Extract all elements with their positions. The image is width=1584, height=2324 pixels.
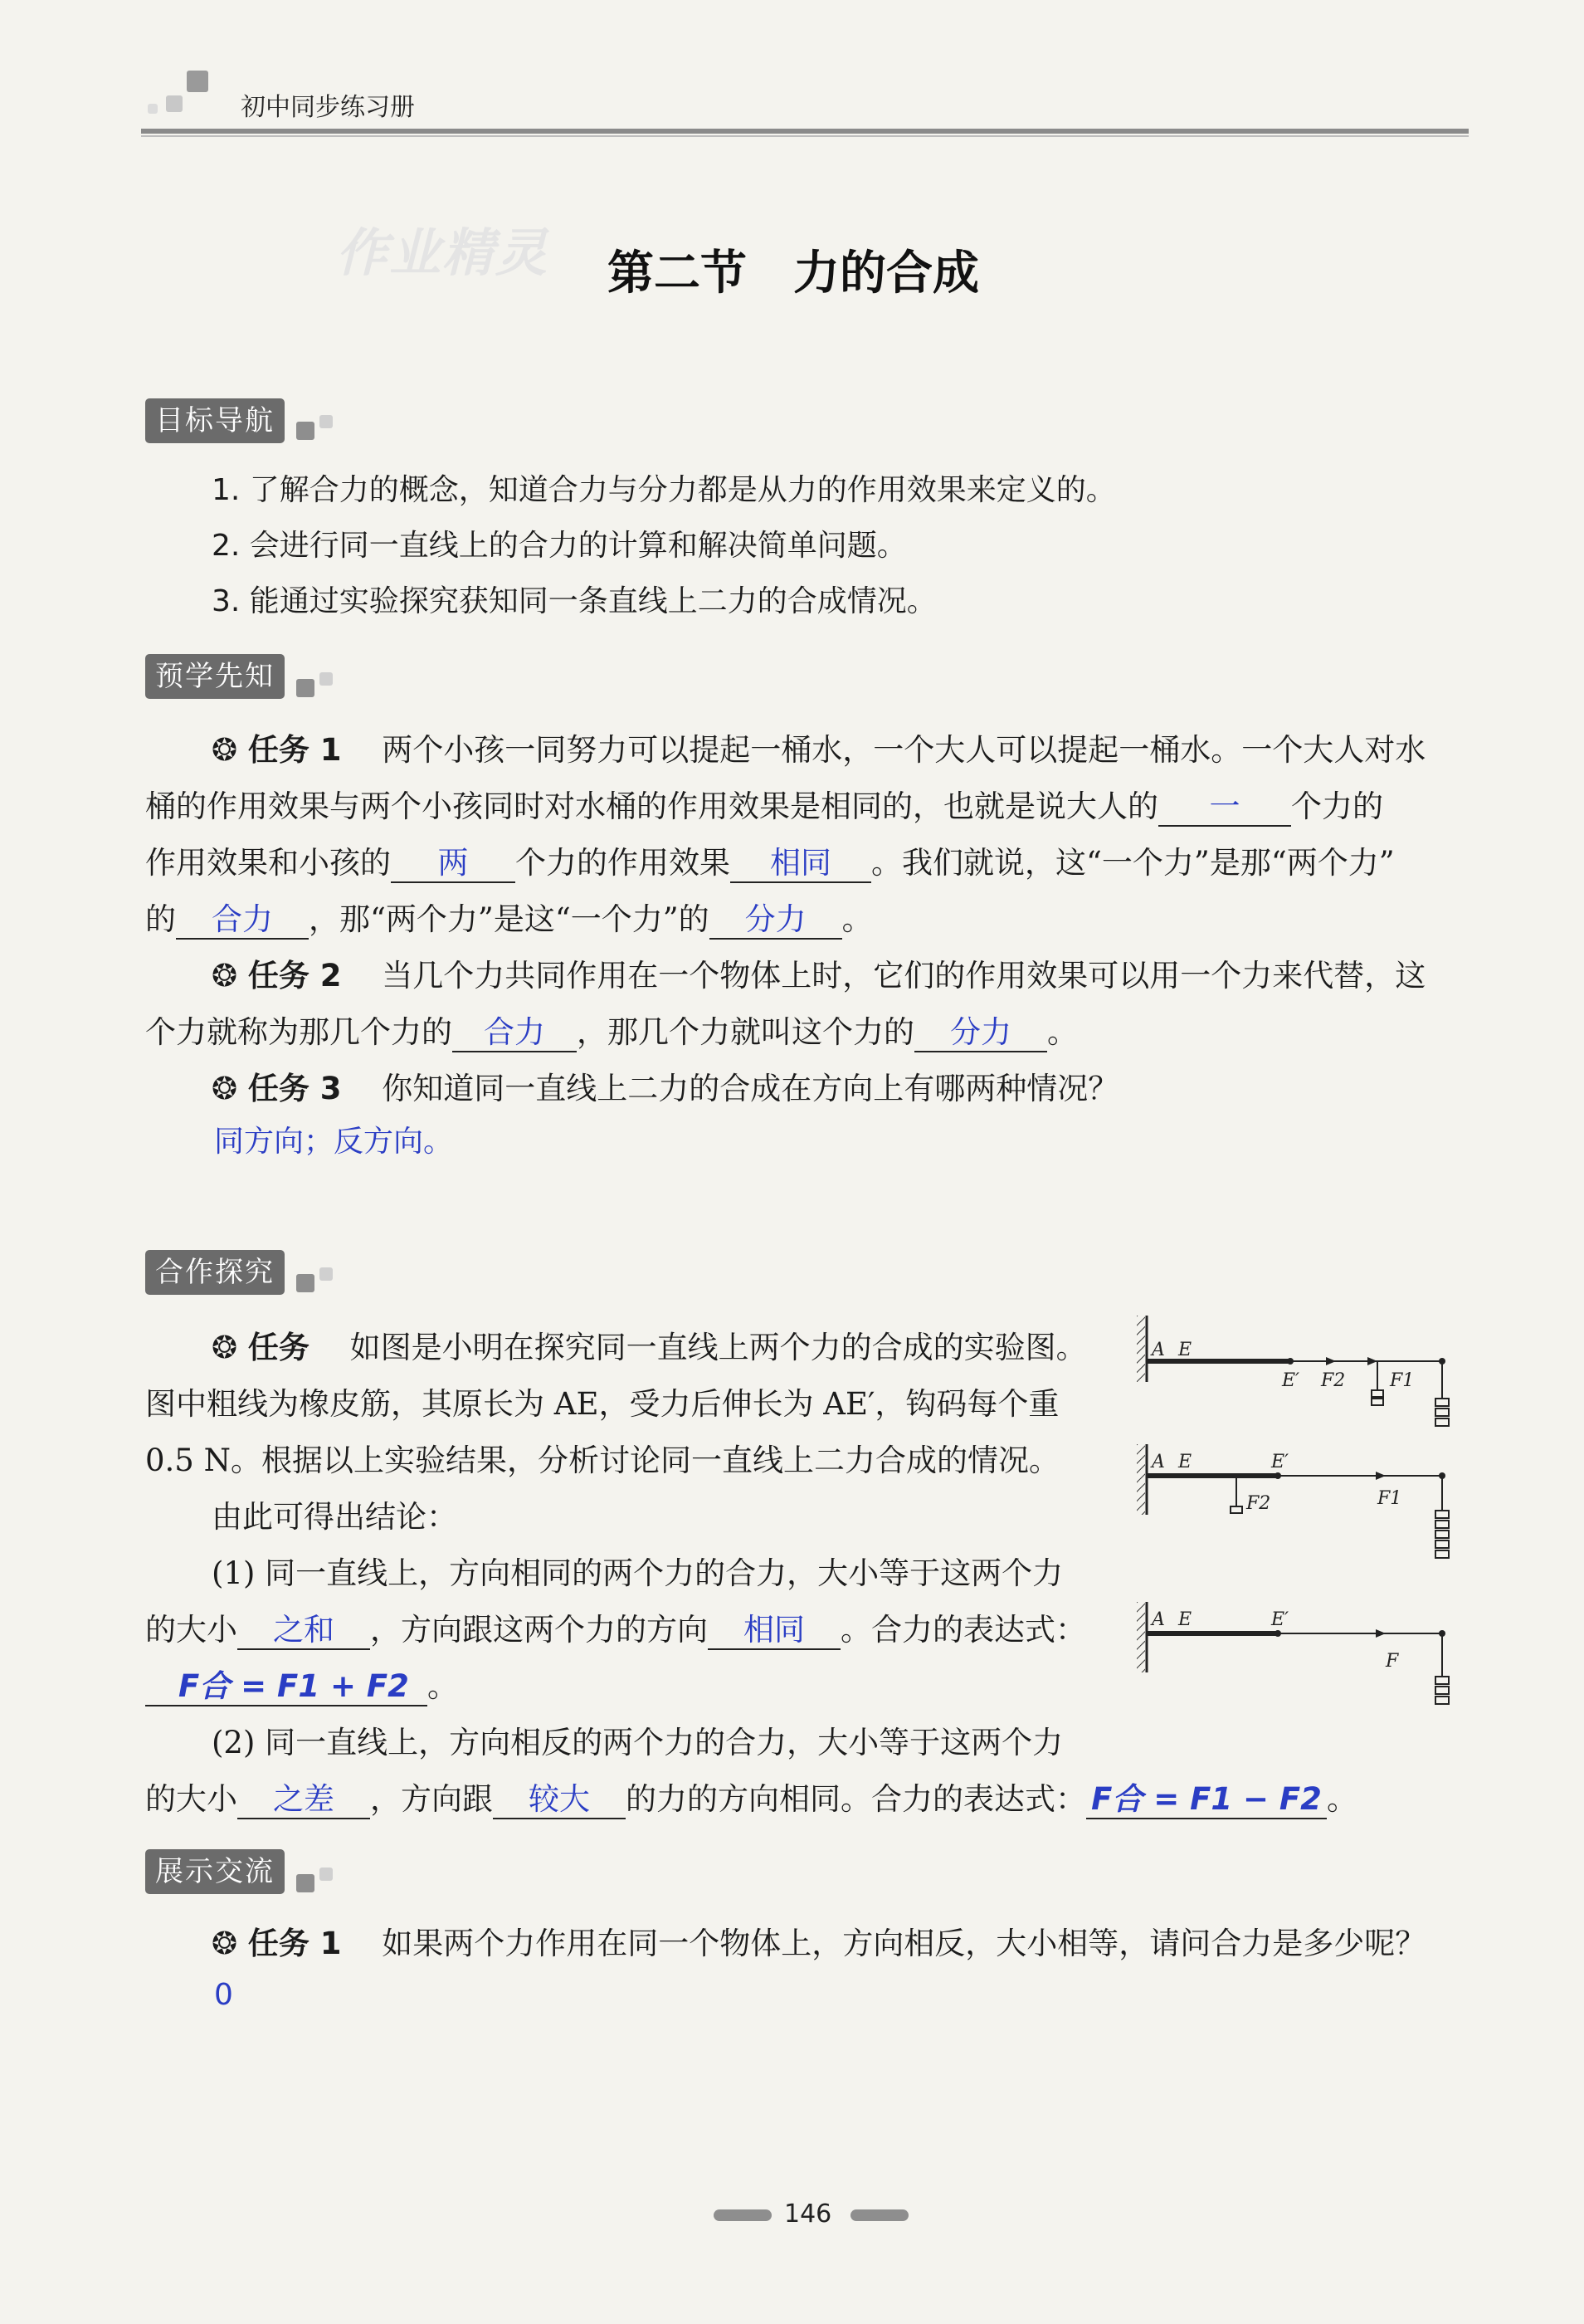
formula-blank[interactable]: F合 = F1 + F2	[145, 1669, 427, 1706]
preview-task1-line2: 桶的作用效果与两个小孩同时对水桶的作用效果是相同的，也就是说大人的 一 个力的	[145, 779, 1465, 835]
goal-item: 1. 了解合力的概念，知道合力与分力都是从力的作用效果来定义的。	[212, 473, 1116, 507]
header-rule-thin	[141, 135, 1469, 137]
label-F2: F2	[1321, 1370, 1346, 1391]
explore-c1-line3: F合 = F1 + F2 。	[145, 1658, 1465, 1715]
label-F2: F2	[1246, 1493, 1271, 1514]
header-rule	[141, 129, 1469, 134]
diagram-opposite-direction	[1137, 1444, 1449, 1558]
preview-task1-line1: ❂ 任务 1 两个小孩一同努力可以提起一桶水，一个大人可以提起一桶水。一个大人对水	[212, 732, 1426, 768]
label-E-prime: E′	[1271, 1452, 1289, 1472]
label-A: A	[1152, 1340, 1165, 1360]
section-decor	[296, 1874, 314, 1892]
lesson-title: 第二节 力的合成	[607, 247, 979, 300]
explore-line4: 由此可得出结论：	[212, 1499, 457, 1535]
answer-blank[interactable]: 之和	[237, 1613, 370, 1650]
preview-task3-answer: 同方向；反方向。	[214, 1125, 454, 1159]
section-label-preview: 预学先知	[145, 654, 285, 699]
label-E-prime: E′	[1271, 1609, 1289, 1630]
answer-blank[interactable]: 合力	[176, 902, 309, 940]
section-decor	[319, 1868, 333, 1881]
label-F: F	[1386, 1651, 1399, 1672]
share-task1-answer: 0	[214, 1978, 233, 2012]
footer-decor-right	[850, 2209, 909, 2221]
answer-blank[interactable]: 分力	[914, 1015, 1047, 1052]
formula-blank[interactable]: F合 = F1 − F2	[1086, 1782, 1327, 1819]
page-number: 146	[784, 2200, 832, 2229]
watermark: 作业精灵	[336, 222, 549, 283]
preview-task3-line1: ❂ 任务 3 你知道同一直线上二力的合成在方向上有哪两种情况？	[212, 1071, 1119, 1106]
book-title: 初中同步练习册	[241, 93, 415, 122]
answer-blank[interactable]: 两	[391, 846, 515, 883]
label-A: A	[1152, 1452, 1165, 1472]
explore-line2: 图中粗线为橡皮筋，其原长为 AE，受力后伸长为 AE′，钩码每个重	[145, 1386, 1060, 1422]
section-label-goals: 目标导航	[145, 398, 285, 443]
section-decor	[319, 1267, 333, 1281]
section-decor	[296, 422, 314, 440]
experiment-figure	[1137, 1316, 1469, 1739]
preview-task1-line3: 作用效果和小孩的 两 个力的作用效果 相同 。我们就说，这“一个力”是那“两个力”	[145, 835, 1465, 891]
header-decor-square	[187, 71, 208, 92]
label-E: E	[1178, 1609, 1192, 1630]
preview-task1-line4: 的 合力 ，那“两个力”是这“一个力”的 分力 。	[145, 891, 1465, 948]
task-mark: ❂ 任务	[212, 1330, 309, 1365]
label-E-prime: E′	[1282, 1370, 1300, 1391]
answer-blank[interactable]: 合力	[452, 1015, 577, 1052]
section-label-share: 展示交流	[145, 1849, 285, 1894]
diagram-resultant	[1137, 1602, 1449, 1704]
answer-blank[interactable]: 较大	[493, 1782, 626, 1819]
answer-blank[interactable]: 一	[1158, 789, 1291, 827]
task-mark: ❂ 任务 1	[212, 732, 342, 768]
task-mark: ❂ 任务 2	[212, 958, 342, 994]
header-decor-square	[148, 104, 158, 114]
task-mark: ❂ 任务 3	[212, 1071, 342, 1106]
preview-task2-line2: 个力就称为那几个力的 合力 ，那几个力就叫这个力的 分力 。	[145, 1004, 1465, 1061]
explore-c1-line2: 的大小 之和 ，方向跟这两个力的方向 相同 。合力的表达式：	[145, 1602, 1465, 1658]
section-decor	[319, 415, 333, 428]
explore-c2-line1: (2) 同一直线上，方向相反的两个力的合力，大小等于这两个力	[212, 1725, 1064, 1760]
explore-line1: ❂ 任务 如图是小明在探究同一直线上两个力的合成的实验图。	[212, 1330, 1087, 1365]
section-decor	[296, 679, 314, 697]
answer-blank[interactable]: 相同	[730, 846, 871, 883]
label-F1: F1	[1390, 1370, 1415, 1391]
label-E: E	[1178, 1340, 1192, 1360]
diagram-same-direction	[1137, 1316, 1449, 1426]
explore-c1-line1: (1) 同一直线上，方向相同的两个力的合力，大小等于这两个力	[212, 1555, 1064, 1591]
task-mark: ❂ 任务 1	[212, 1926, 342, 1961]
section-decor	[296, 1274, 314, 1292]
label-E: E	[1178, 1452, 1192, 1472]
share-task1-line1: ❂ 任务 1 如果两个力作用在同一个物体上，方向相反，大小相等，请问合力是多少呢？	[212, 1926, 1426, 1961]
explore-c2-line2: 的大小 之差 ，方向跟 较大 的力的方向相同。合力的表达式： F合 = F1 − F2 。	[145, 1771, 1465, 1828]
answer-blank[interactable]: 相同	[708, 1613, 841, 1650]
footer-decor-left	[714, 2209, 772, 2221]
label-F1: F1	[1377, 1488, 1402, 1509]
preview-task2-line1: ❂ 任务 2 当几个力共同作用在一个物体上时，它们的作用效果可以用一个力来代替，这	[212, 958, 1426, 994]
goal-item: 2. 会进行同一直线上的合力的计算和解决简单问题。	[212, 529, 907, 563]
section-label-explore: 合作探究	[145, 1250, 285, 1295]
header-decor-square	[166, 95, 183, 112]
explore-line3: 0.5 N。根据以上实验结果，分析讨论同一直线上二力合成的情况。	[145, 1443, 1060, 1478]
goal-item: 3. 能通过实验探究获知同一条直线上二力的合成情况。	[212, 584, 937, 618]
answer-blank[interactable]: 分力	[709, 902, 842, 940]
label-A: A	[1152, 1609, 1165, 1630]
answer-blank[interactable]: 之差	[237, 1782, 370, 1819]
section-decor	[319, 672, 333, 686]
